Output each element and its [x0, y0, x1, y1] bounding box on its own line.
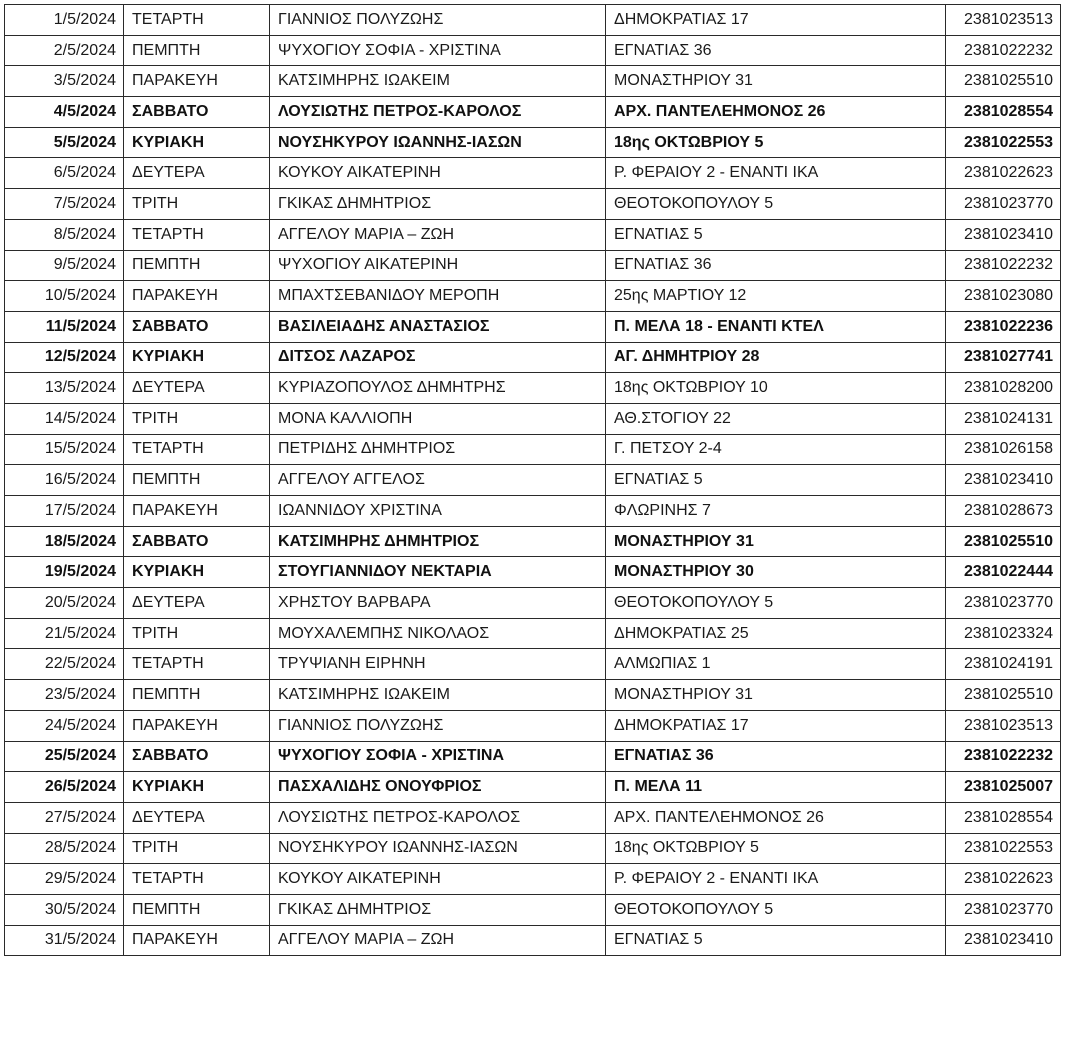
phone-cell: 2381028200: [946, 373, 1061, 404]
weekday-cell: ΤΡΙΤΗ: [124, 833, 270, 864]
phone-cell: 2381023513: [946, 710, 1061, 741]
pharmacist-name-cell: ΨΥΧΟΓΙΟΥ ΣΟΦΙΑ - ΧΡΙΣΤΙΝΑ: [270, 741, 606, 772]
date-cell: 15/5/2024: [5, 434, 124, 465]
address-cell: ΜΟΝΑΣΤΗΡΙΟΥ 30: [606, 557, 946, 588]
address-cell: 18ης ΟΚΤΩΒΡΙΟΥ 10: [606, 373, 946, 404]
table-row: [5, 588, 1061, 619]
weekday-cell: ΔΕΥΤΕΡΑ: [124, 588, 270, 619]
address-cell: ΜΟΝΑΣΤΗΡΙΟΥ 31: [606, 526, 946, 557]
phone-cell: 2381023410: [946, 219, 1061, 250]
phone-cell: 2381022232: [946, 741, 1061, 772]
weekday-cell: ΤΕΤΑΡΤΗ: [124, 5, 270, 36]
pharmacist-name-cell: ΚΥΡΙΑΖΟΠΟΥΛΟΣ ΔΗΜΗΤΡΗΣ: [270, 373, 606, 404]
date-cell: 14/5/2024: [5, 403, 124, 434]
date-cell: 25/5/2024: [5, 741, 124, 772]
address-cell: ΑΛΜΩΠΙΑΣ 1: [606, 649, 946, 680]
table-row: [5, 496, 1061, 527]
pharmacist-name-cell: ΓΙΑΝΝΙΟΣ ΠΟΛΥΖΩΗΣ: [270, 5, 606, 36]
date-cell: 1/5/2024: [5, 5, 124, 36]
phone-cell: 2381023410: [946, 465, 1061, 496]
weekday-cell: ΤΕΤΑΡΤΗ: [124, 864, 270, 895]
weekday-cell: ΠΑΡΑΚΕΥΗ: [124, 710, 270, 741]
pharmacist-name-cell: ΑΓΓΕΛΟΥ ΜΑΡΙΑ – ΖΩΗ: [270, 219, 606, 250]
table-row: [5, 465, 1061, 496]
weekday-cell: ΠΕΜΠΤΗ: [124, 35, 270, 66]
weekday-cell: ΔΕΥΤΕΡΑ: [124, 802, 270, 833]
pharmacist-name-cell: ΨΥΧΟΓΙΟΥ ΑΙΚΑΤΕΡΙΝΗ: [270, 250, 606, 281]
date-cell: 18/5/2024: [5, 526, 124, 557]
pharmacist-name-cell: ΓΙΑΝΝΙΟΣ ΠΟΛΥΖΩΗΣ: [270, 710, 606, 741]
pharmacist-name-cell: ΓΚΙΚΑΣ ΔΗΜΗΤΡΙΟΣ: [270, 894, 606, 925]
pharmacist-name-cell: ΑΓΓΕΛΟΥ ΑΓΓΕΛΟΣ: [270, 465, 606, 496]
phone-cell: 2381022444: [946, 557, 1061, 588]
table-row: [5, 97, 1061, 128]
table-row: [5, 680, 1061, 711]
address-cell: ΕΓΝΑΤΙΑΣ 5: [606, 925, 946, 956]
date-cell: 20/5/2024: [5, 588, 124, 619]
date-cell: 30/5/2024: [5, 894, 124, 925]
table-row: [5, 281, 1061, 312]
date-cell: 12/5/2024: [5, 342, 124, 373]
date-cell: 11/5/2024: [5, 311, 124, 342]
phone-cell: 2381023770: [946, 189, 1061, 220]
phone-cell: 2381022553: [946, 833, 1061, 864]
date-cell: 31/5/2024: [5, 925, 124, 956]
pharmacist-name-cell: ΛΟΥΣΙΩΤΗΣ ΠΕΤΡΟΣ-ΚΑΡΟΛΟΣ: [270, 802, 606, 833]
weekday-cell: ΠΕΜΠΤΗ: [124, 465, 270, 496]
date-cell: 24/5/2024: [5, 710, 124, 741]
weekday-cell: ΠΕΜΠΤΗ: [124, 680, 270, 711]
date-cell: 26/5/2024: [5, 772, 124, 803]
pharmacist-name-cell: ΠΕΤΡΙΔΗΣ ΔΗΜΗΤΡΙΟΣ: [270, 434, 606, 465]
weekday-cell: ΚΥΡΙΑΚΗ: [124, 557, 270, 588]
address-cell: ΜΟΝΑΣΤΗΡΙΟΥ 31: [606, 680, 946, 711]
table-row: [5, 189, 1061, 220]
pharmacist-name-cell: ΜΟΝΑ ΚΑΛΛΙΟΠΗ: [270, 403, 606, 434]
table-row: [5, 66, 1061, 97]
phone-cell: 2381022623: [946, 158, 1061, 189]
weekday-cell: ΚΥΡΙΑΚΗ: [124, 342, 270, 373]
address-cell: Ρ. ΦΕΡΑΙΟΥ 2 - ΕΝΑΝΤΙ ΙΚΑ: [606, 864, 946, 895]
pharmacist-name-cell: ΣΤΟΥΓΙΑΝΝΙΔΟΥ ΝΕΚΤΑΡΙΑ: [270, 557, 606, 588]
table-row: [5, 649, 1061, 680]
pharmacist-name-cell: ΒΑΣΙΛΕΙΑΔΗΣ ΑΝΑΣΤΑΣΙΟΣ: [270, 311, 606, 342]
table-row: [5, 342, 1061, 373]
address-cell: ΔΗΜΟΚΡΑΤΙΑΣ 17: [606, 710, 946, 741]
address-cell: ΕΓΝΑΤΙΑΣ 36: [606, 35, 946, 66]
phone-cell: 2381023770: [946, 894, 1061, 925]
phone-cell: 2381028554: [946, 97, 1061, 128]
pharmacist-name-cell: ΜΟΥΧΑΛΕΜΠΗΣ ΝΙΚΟΛΑΟΣ: [270, 618, 606, 649]
date-cell: 3/5/2024: [5, 66, 124, 97]
weekday-cell: ΠΕΜΠΤΗ: [124, 250, 270, 281]
table-row: [5, 403, 1061, 434]
date-cell: 6/5/2024: [5, 158, 124, 189]
table-row: [5, 925, 1061, 956]
date-cell: 27/5/2024: [5, 802, 124, 833]
weekday-cell: ΤΕΤΑΡΤΗ: [124, 219, 270, 250]
phone-cell: 2381022623: [946, 864, 1061, 895]
weekday-cell: ΠΑΡΑΚΕΥΗ: [124, 281, 270, 312]
date-cell: 9/5/2024: [5, 250, 124, 281]
weekday-cell: ΤΡΙΤΗ: [124, 618, 270, 649]
date-cell: 22/5/2024: [5, 649, 124, 680]
weekday-cell: ΠΕΜΠΤΗ: [124, 894, 270, 925]
address-cell: ΕΓΝΑΤΙΑΣ 5: [606, 219, 946, 250]
weekday-cell: ΤΕΤΑΡΤΗ: [124, 434, 270, 465]
pharmacist-name-cell: ΚΟΥΚΟΥ ΑΙΚΑΤΕΡΙΝΗ: [270, 158, 606, 189]
address-cell: Ρ. ΦΕΡΑΙΟΥ 2 - ΕΝΑΝΤΙ ΙΚΑ: [606, 158, 946, 189]
weekday-cell: ΠΑΡΑΚΕΥΗ: [124, 66, 270, 97]
address-cell: ΕΓΝΑΤΙΑΣ 5: [606, 465, 946, 496]
phone-cell: 2381022553: [946, 127, 1061, 158]
phone-cell: 2381025510: [946, 680, 1061, 711]
table-row: [5, 127, 1061, 158]
date-cell: 7/5/2024: [5, 189, 124, 220]
weekday-cell: ΤΕΤΑΡΤΗ: [124, 649, 270, 680]
table-row: [5, 557, 1061, 588]
pharmacist-name-cell: ΓΚΙΚΑΣ ΔΗΜΗΤΡΙΟΣ: [270, 189, 606, 220]
table-row: [5, 526, 1061, 557]
table-row: [5, 894, 1061, 925]
address-cell: ΑΡΧ. ΠΑΝΤΕΛΕΗΜΟΝΟΣ 26: [606, 802, 946, 833]
date-cell: 29/5/2024: [5, 864, 124, 895]
table-row: [5, 373, 1061, 404]
table-row: [5, 311, 1061, 342]
table-row: [5, 5, 1061, 36]
table-row: [5, 434, 1061, 465]
address-cell: 18ης ΟΚΤΩΒΡΙΟΥ 5: [606, 833, 946, 864]
date-cell: 16/5/2024: [5, 465, 124, 496]
date-cell: 10/5/2024: [5, 281, 124, 312]
date-cell: 13/5/2024: [5, 373, 124, 404]
phone-cell: 2381027741: [946, 342, 1061, 373]
address-cell: ΑΓ. ΔΗΜΗΤΡΙΟΥ 28: [606, 342, 946, 373]
weekday-cell: ΣΑΒΒΑΤΟ: [124, 311, 270, 342]
pharmacist-name-cell: ΝΟΥΣΗΚΥΡΟΥ ΙΩΑΝΝΗΣ-ΙΑΣΩΝ: [270, 127, 606, 158]
address-cell: Π. ΜΕΛΑ 18 - ΕΝΑΝΤΙ ΚΤΕΛ: [606, 311, 946, 342]
address-cell: Π. ΜΕΛΑ 11: [606, 772, 946, 803]
phone-cell: 2381024131: [946, 403, 1061, 434]
phone-cell: 2381025007: [946, 772, 1061, 803]
weekday-cell: ΤΡΙΤΗ: [124, 403, 270, 434]
weekday-cell: ΚΥΡΙΑΚΗ: [124, 772, 270, 803]
pharmacist-name-cell: ΚΟΥΚΟΥ ΑΙΚΑΤΕΡΙΝΗ: [270, 864, 606, 895]
pharmacist-name-cell: ΛΟΥΣΙΩΤΗΣ ΠΕΤΡΟΣ-ΚΑΡΟΛΟΣ: [270, 97, 606, 128]
pharmacist-name-cell: ΨΥΧΟΓΙΟΥ ΣΟΦΙΑ - ΧΡΙΣΤΙΝΑ: [270, 35, 606, 66]
pharmacist-name-cell: ΚΑΤΣΙΜΗΡΗΣ ΔΗΜΗΤΡΙΟΣ: [270, 526, 606, 557]
phone-cell: 2381023080: [946, 281, 1061, 312]
date-cell: 19/5/2024: [5, 557, 124, 588]
weekday-cell: ΣΑΒΒΑΤΟ: [124, 741, 270, 772]
date-cell: 5/5/2024: [5, 127, 124, 158]
pharmacist-name-cell: ΚΑΤΣΙΜΗΡΗΣ ΙΩΑΚΕΙΜ: [270, 680, 606, 711]
address-cell: ΘΕΟΤΟΚΟΠΟΥΛΟΥ 5: [606, 189, 946, 220]
pharmacist-name-cell: ΧΡΗΣΤΟΥ ΒΑΡΒΑΡΑ: [270, 588, 606, 619]
weekday-cell: ΣΑΒΒΑΤΟ: [124, 526, 270, 557]
table-row: [5, 772, 1061, 803]
address-cell: 18ης ΟΚΤΩΒΡΙΟΥ 5: [606, 127, 946, 158]
phone-cell: 2381023513: [946, 5, 1061, 36]
phone-cell: 2381024191: [946, 649, 1061, 680]
pharmacist-name-cell: ΑΓΓΕΛΟΥ ΜΑΡΙΑ – ΖΩΗ: [270, 925, 606, 956]
weekday-cell: ΤΡΙΤΗ: [124, 189, 270, 220]
pharmacist-name-cell: ΠΑΣΧΑΛΙΔΗΣ ΟΝΟΥΦΡΙΟΣ: [270, 772, 606, 803]
pharmacist-name-cell: ΜΠΑΧΤΣΕΒΑΝΙΔΟΥ ΜΕΡΟΠΗ: [270, 281, 606, 312]
date-cell: 8/5/2024: [5, 219, 124, 250]
date-cell: 2/5/2024: [5, 35, 124, 66]
address-cell: ΘΕΟΤΟΚΟΠΟΥΛΟΥ 5: [606, 588, 946, 619]
pharmacy-schedule-table: [4, 4, 1061, 956]
pharmacist-name-cell: ΙΩΑΝΝΙΔΟΥ ΧΡΙΣΤΙΝΑ: [270, 496, 606, 527]
address-cell: ΑΡΧ. ΠΑΝΤΕΛΕΗΜΟΝΟΣ 26: [606, 97, 946, 128]
table-row: [5, 864, 1061, 895]
address-cell: ΘΕΟΤΟΚΟΠΟΥΛΟΥ 5: [606, 894, 946, 925]
table-row: [5, 158, 1061, 189]
address-cell: ΦΛΩΡΙΝΗΣ 7: [606, 496, 946, 527]
phone-cell: 2381026158: [946, 434, 1061, 465]
table-row: [5, 741, 1061, 772]
schedule-table-body: [5, 5, 1061, 956]
phone-cell: 2381022236: [946, 311, 1061, 342]
weekday-cell: ΚΥΡΙΑΚΗ: [124, 127, 270, 158]
date-cell: 23/5/2024: [5, 680, 124, 711]
address-cell: ΔΗΜΟΚΡΑΤΙΑΣ 17: [606, 5, 946, 36]
phone-cell: 2381023770: [946, 588, 1061, 619]
table-row: [5, 35, 1061, 66]
phone-cell: 2381025510: [946, 66, 1061, 97]
address-cell: Γ. ΠΕΤΣΟΥ 2-4: [606, 434, 946, 465]
date-cell: 4/5/2024: [5, 97, 124, 128]
date-cell: 28/5/2024: [5, 833, 124, 864]
address-cell: ΑΘ.ΣΤΟΓΙΟΥ 22: [606, 403, 946, 434]
address-cell: ΕΓΝΑΤΙΑΣ 36: [606, 250, 946, 281]
table-row: [5, 710, 1061, 741]
weekday-cell: ΔΕΥΤΕΡΑ: [124, 158, 270, 189]
phone-cell: 2381025510: [946, 526, 1061, 557]
address-cell: ΔΗΜΟΚΡΑΤΙΑΣ 25: [606, 618, 946, 649]
phone-cell: 2381028554: [946, 802, 1061, 833]
weekday-cell: ΠΑΡΑΚΕΥΗ: [124, 925, 270, 956]
pharmacist-name-cell: ΤΡΥΨΙΑΝΗ ΕΙΡΗΝΗ: [270, 649, 606, 680]
phone-cell: 2381022232: [946, 35, 1061, 66]
weekday-cell: ΣΑΒΒΑΤΟ: [124, 97, 270, 128]
weekday-cell: ΔΕΥΤΕΡΑ: [124, 373, 270, 404]
address-cell: 25ης ΜΑΡΤΙΟΥ 12: [606, 281, 946, 312]
pharmacist-name-cell: ΚΑΤΣΙΜΗΡΗΣ ΙΩΑΚΕΙΜ: [270, 66, 606, 97]
date-cell: 17/5/2024: [5, 496, 124, 527]
phone-cell: 2381023410: [946, 925, 1061, 956]
pharmacist-name-cell: ΝΟΥΣΗΚΥΡΟΥ ΙΩΑΝΝΗΣ-ΙΑΣΩΝ: [270, 833, 606, 864]
date-cell: 21/5/2024: [5, 618, 124, 649]
table-row: [5, 618, 1061, 649]
phone-cell: 2381028673: [946, 496, 1061, 527]
weekday-cell: ΠΑΡΑΚΕΥΗ: [124, 496, 270, 527]
table-row: [5, 250, 1061, 281]
table-row: [5, 219, 1061, 250]
table-row: [5, 802, 1061, 833]
address-cell: ΕΓΝΑΤΙΑΣ 36: [606, 741, 946, 772]
pharmacist-name-cell: ΔΙΤΣΟΣ ΛΑΖΑΡΟΣ: [270, 342, 606, 373]
phone-cell: 2381022232: [946, 250, 1061, 281]
phone-cell: 2381023324: [946, 618, 1061, 649]
address-cell: ΜΟΝΑΣΤΗΡΙΟΥ 31: [606, 66, 946, 97]
table-row: [5, 833, 1061, 864]
